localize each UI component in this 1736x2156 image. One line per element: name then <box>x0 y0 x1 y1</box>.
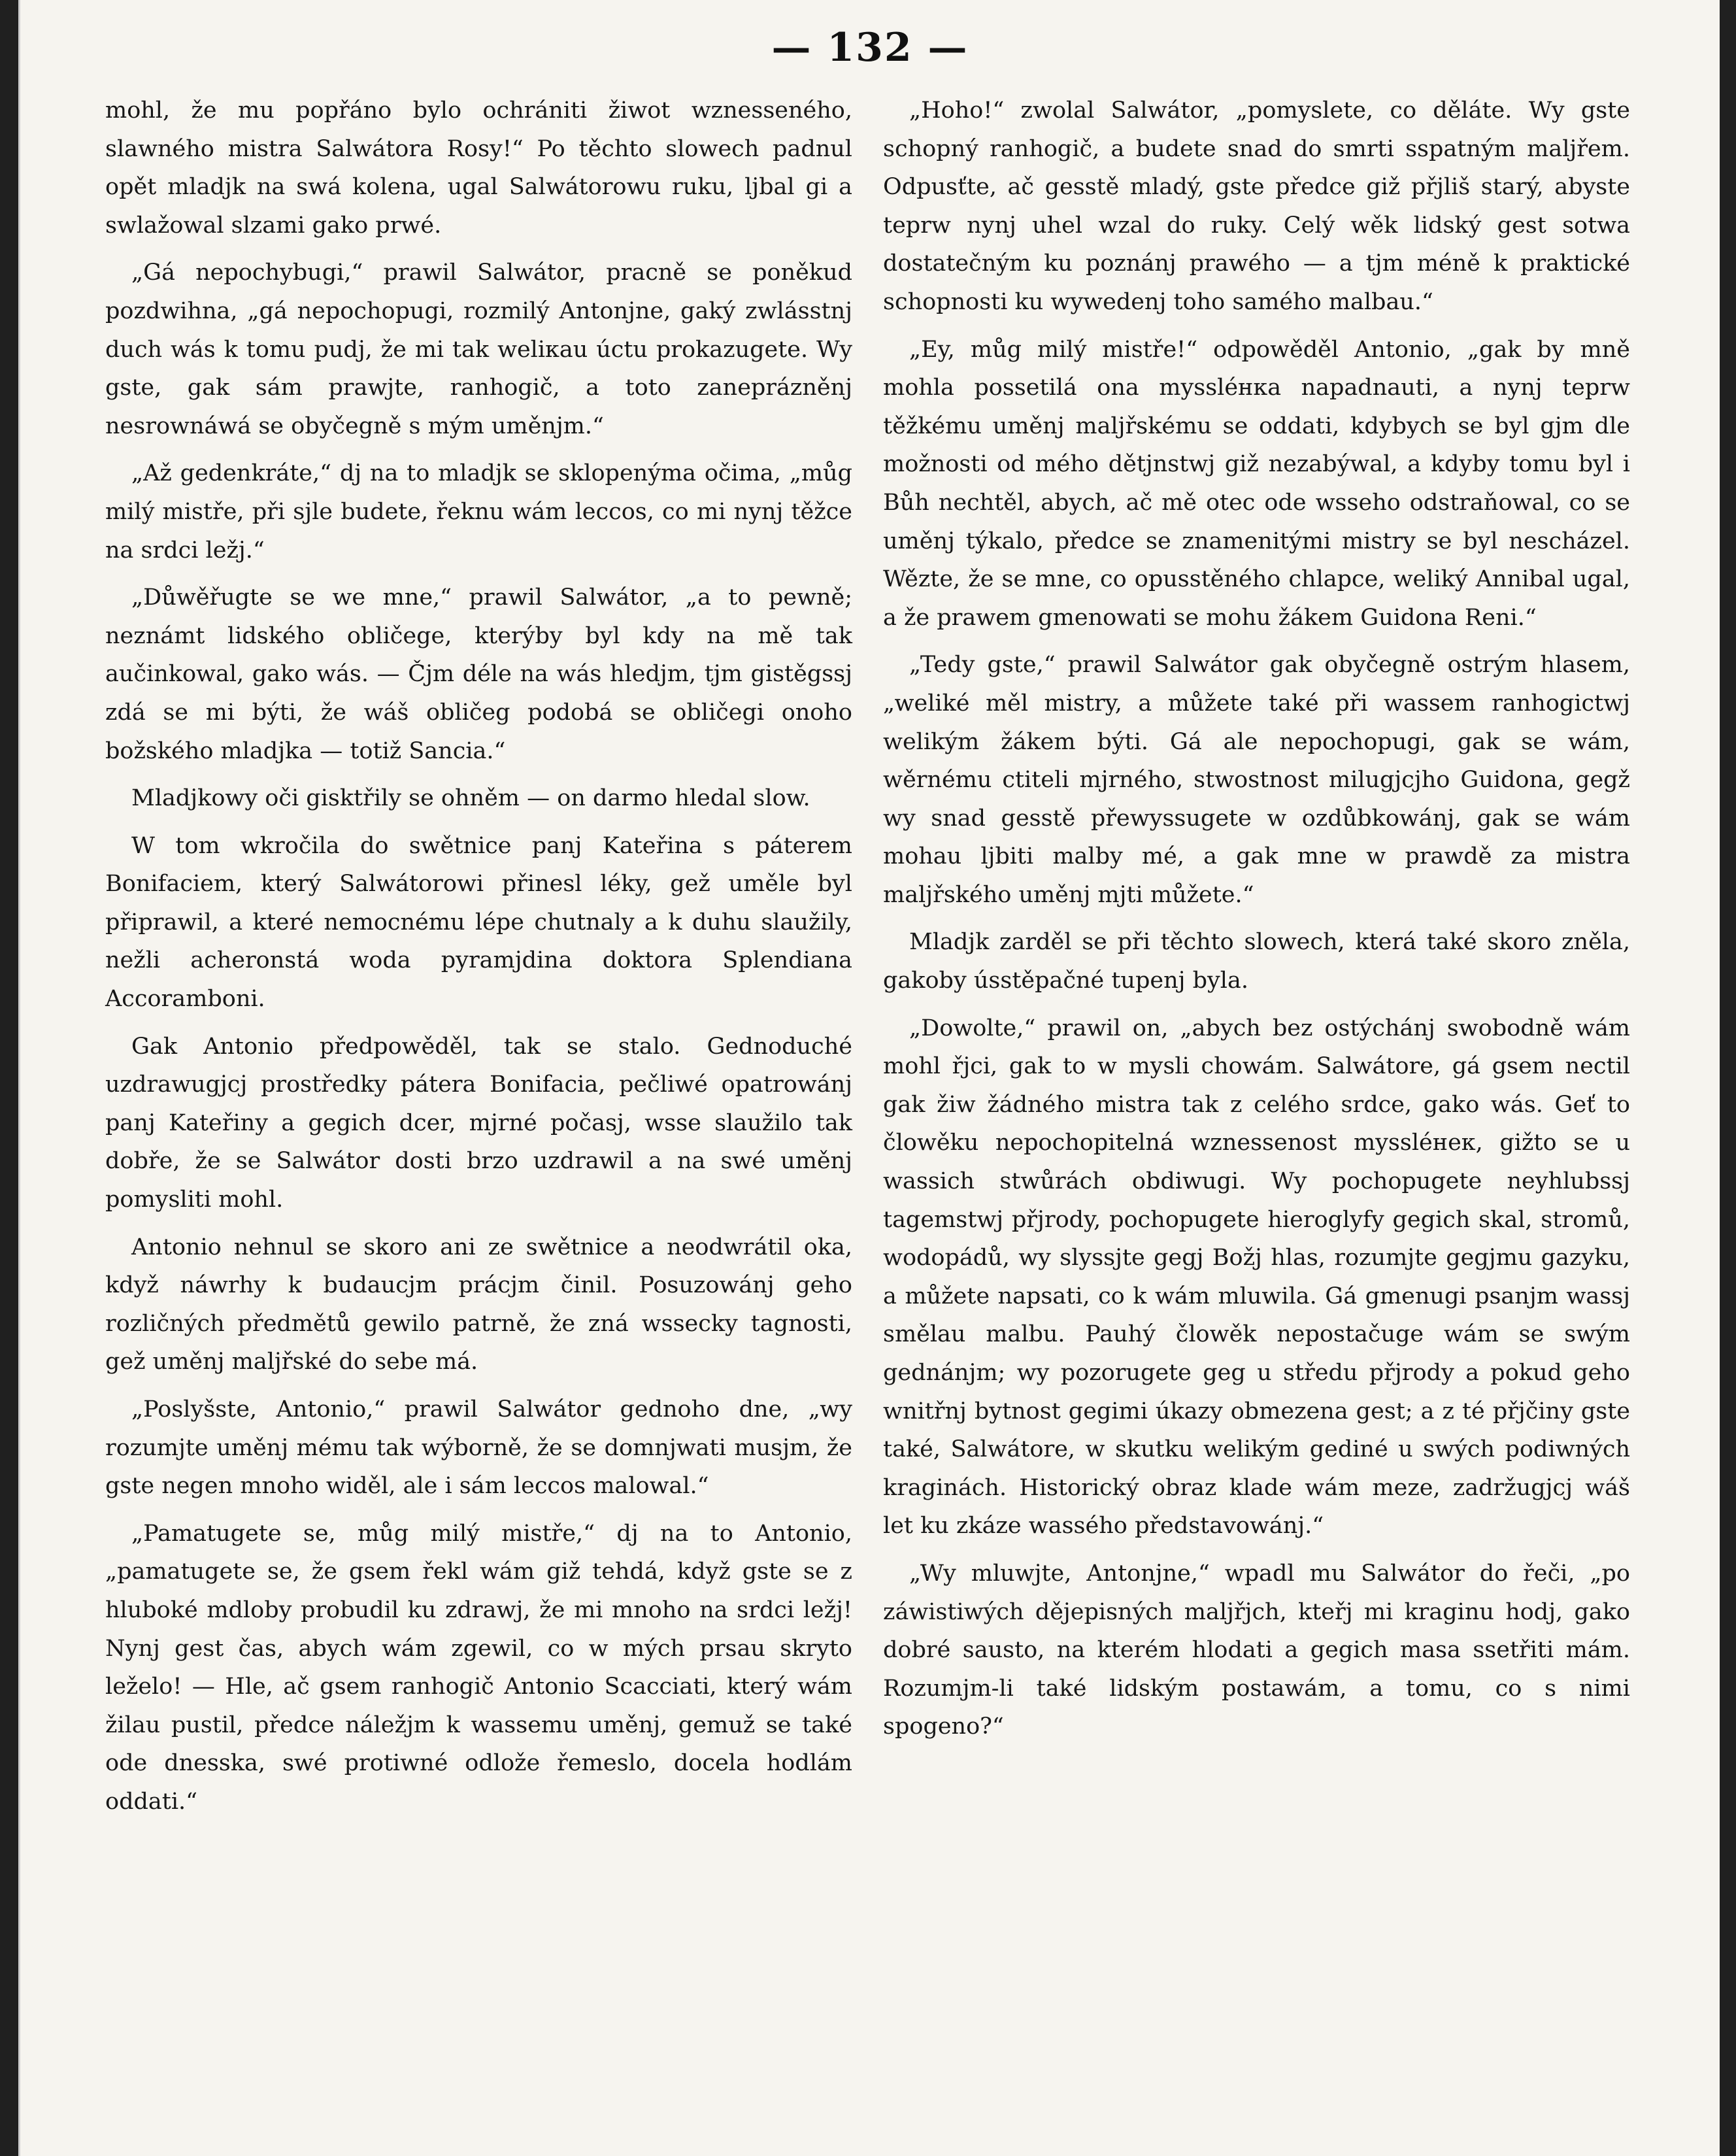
left-paragraph-6: W tom wkročila do swětnice panj Kateřina s páterem Bonifaciem, který Salwátorowi přinesl léky, gež uměle byl připrawil, a které nemocnému lépe chutnaly a k duhu slaužily, nežli acheronstá woda pyramjdina doktora Splendiana Accoramboni. <box>105 832 852 1013</box>
right-paragraph-6: „Wy mluwjte, Antonjne,“ wpadl mu Salwátor do řeči, „po záwistiwých dějepisných maljřjch, kteřj mi kraginu hodj, gako dobré sausto, na kterém hlodati a gegich masa ssetřiti mám. Rozumjm-li také lidským postawám, a tomu, co s nimi spogeno?“ <box>883 1560 1630 1740</box>
left-column <box>105 92 852 1830</box>
left-paragraph-5: Mladjkowy oči gisktřily se ohněm — on darmo hledal slow. <box>131 785 810 812</box>
page-number: — 132 — <box>771 25 969 71</box>
left-paragraph-3: „Až gedenkráte,“ dj na to mladjk se sklopenýma očima, „můg milý mistře, při sjle budete, řeknu wám leccos, co mi nynj těžce na srdci ležj.“ <box>105 460 852 564</box>
right-paragraph-5: „Dowolte,“ prawil on, „abych bez ostýchánj swobodně wám mohl řjci, gak to w mysli chowám. Salwátore, gá gsem nectil gak žiw žádného mistra tak z celého srdce, gako wás. Geť to člowěku nepochopitelná wznessenost myssléнек, gižto se u wassich stwůrách obdiwugi. Wy pochopugete neyhlubssj tagemstwj přjrody, pochopugete hieroglyfy gegich skal, stromů, wodopádů, wy slyssjte gegj Božj hlas, rozumjte gegjmu gazyku, a můžete napsati, co k wám mluwila. Gá gmenugi psanjm wassj smělau malbu. Pauhý člowěk nepostačuge wám se swým gednánjm; wy pozorugete geg u středu přjrody a pokud geho wnitřnj bytnost gegimi úkazy obmezena gest; a z té přjčiny gste také, Salwátore, w skutku welikým gediné u swých podiwných kraginách. Historický obraz klade wám meze, zadržugjcj wáš let ku zkáze wassého představowánj.“ <box>883 1015 1630 1540</box>
left-paragraph-4: „Důwěřugte se we mne,“ prawil Salwátor, „a to pewně; neznámt lidského obličege, kterýby byl kdy na mě tak aučinkowal, gako wás. — Čjm déle na wás hledjm, tjm gistěgssj zdá se mi býti, že wáš obličeg podobá se obličegi onoho božského mladjka — totiž Sancia.“ <box>105 584 852 764</box>
left-paragraph-9: „Poslyšste, Antonio,“ prawil Salwátor gednoho dne, „wy rozumjte uměnj mému tak wýborně, že se domnjwati musjm, že gste negen mnoho widěl, ale i sám leccos malowal.“ <box>105 1396 852 1500</box>
left-paragraph-2: „Gá nepochybugi,“ prawil Salwátor, pracně se poněkud pozdwihna, „gá nepochopugi, rozmilý Antonjne, gaký zwlásstnj duch wás k tomu pudj, že mi tak weliкau úctu prokazugete. Wy gste, gak sám prawjte, ranhogič, a toto zaneprázněnj nesrownáwá se obyčegně s mým uměnjm.“ <box>105 260 852 439</box>
right-paragraph-1: „Hoho!“ zwolal Salwátor, „pomyslete, co děláte. Wy gste schopný ranhogič, a budete snad do smrti sspatným maljřem. Odpusťte, ač gesstě mladý, gste předce giž přjliš starý, abyste teprw nynj uhel wzal do ruky. Celý wěk lidský gest sotwa dostatečným ku poznánj prawého — a tjm méně k praktické schopnosti ku wywedenj toho samého malbau.“ <box>883 97 1630 315</box>
left-paragraph-8: Antonio nehnul se skoro ani ze swětnice a neodwrátil oka, když náwrhy k budaucjm prácjm činil. Posuzowánj geho rozličných předmětů gewilo patrně, že zná wssecky tagnosti, gež uměnj maljřské do sebe má. <box>105 1234 852 1375</box>
right-paragraph-4: Mladjk zarděl se při těchto slowech, která také skoro zněla, gakoby ússtěpačné tupenj byla. <box>883 929 1630 994</box>
right-column <box>883 92 1630 1755</box>
left-paragraph-1: mohl, že mu popřáno bylo ochrániti žiwot wznesseného, slawného mistra Salwátora Rosy!“ Po těchto slowech padnul opět mladjk na swá kolena, ugal Salwátorowu ruku, ljbal gi a swlažowal slzami gako prwé. <box>105 97 852 239</box>
left-paragraph-10: „Pamatugete se, můg milý mistře,“ dj na to Antonio, „pamatugete se, že gsem řekl wám giž tehdá, když gste se z hluboké mdloby probudil ku zdrawj, že mi mnoho na srdci ležj! Nynj gest čas, abych wám zgewil, co w mých prsau skryto leželo! — Hle, ač gsem ranhogič Antonio Scacciati, který wám žilau pustil, předce náležjm k wassemu uměnj, gemuž se také ode dnesska, swé protiwné odlože řemeslo, docela hodlám oddati.“ <box>105 1520 852 1815</box>
left-paragraph-7: Gak Antonio předpowěděl, tak se stalo. Gednoduché uzdrawugjcj prostředky pátera Bonifacia, pečliwé opatrowánj panj Kateřiny a gegich dcer, mjrné počasj, wsse slaužilo tak dobře, že se Salwátor dosti brzo uzdrawil a na swé uměnj pomysliti mohl. <box>105 1033 852 1213</box>
right-paragraph-3: „Tedy gste,“ prawil Salwátor gak obyčegně ostrým hlasem, „weliké měl mistry, a můžete také při wassem ranhogictwj welikým žákem býti. Gá ale nepochopugi, gak se wám, wěrnému ctiteli mjrného, stwostnost milugjcjho Guidona, gegž wy snad gesstě přewyssugete w ozdůbkowánj, gak se wám mohau ljbiti malby mé, a gak mne w prawdě za mistra maljřského uměnj mjti můžete.“ <box>883 652 1630 908</box>
right-paragraph-2: „Ey, můg milý mistře!“ odpowěděl Antonio, „gak by mně mohla possetilá ona myssléнка napadnauti, a nynj teprw těžkému uměnj maljřskému se oddati, kdybych se byl gjm dle možnosti od mého dětjnstwj giž nezabýwal, a kdyby tomu byl i Bůh nechtěl, abych, ač mě otec ode wsseho odstraňowal, co se uměnj týkalo, předce se znamenitými mistry se byl nescházel. Wězte, že se mne, co opusstěného chlapce, weliký Annibal ugal, a že prawem gmenowati se mohu žákem Guidona Reni.“ <box>883 336 1630 631</box>
book-page <box>18 0 1720 2156</box>
